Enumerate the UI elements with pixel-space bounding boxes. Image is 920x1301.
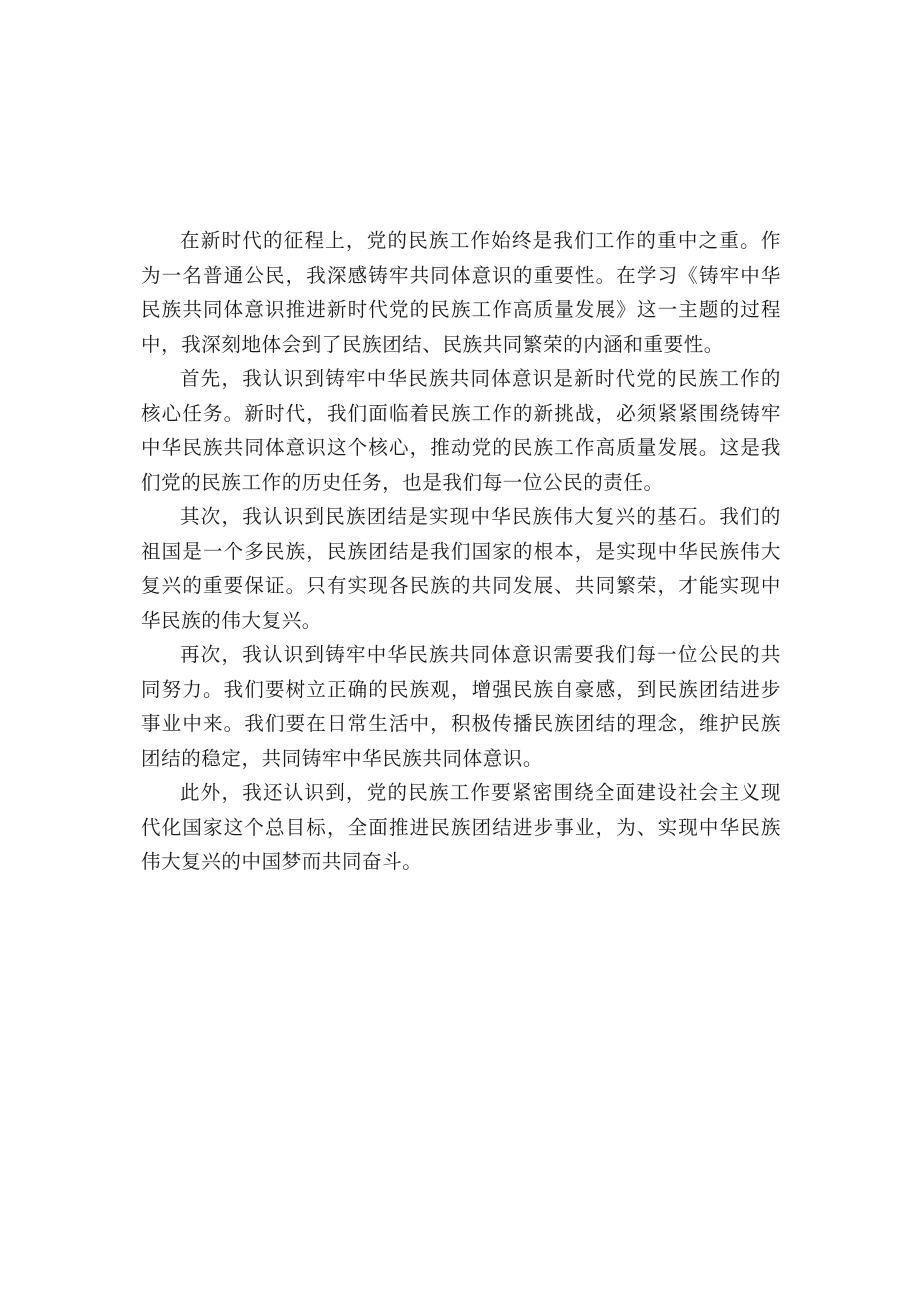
paragraph-2: 首先，我认识到铸牢中华民族共同体意识是新时代党的民族工作的核心任务。新时代，我们面临着民族工作的新挑战，必须紧紧围绕铸牢中华民族共同体意识这个核心，推动党的民族工作高质量发展。这是我们党的民族工作的历史任务，也是我们每一位公民的责任。 [141, 367, 781, 494]
document-body [141, 224, 781, 880]
paragraph-3: 其次，我认识到民族团结是实现中华民族伟大复兴的基石。我们的祖国是一个多民族，民族团结是我们国家的根本，是实现中华民族伟大复兴的重要保证。只有实现各民族的共同发展、共同繁荣，才能实现中华民族的伟大复兴。 [141, 505, 781, 632]
paragraph-4: 再次，我认识到铸牢中华民族共同体意识需要我们每一位公民的共同努力。我们要树立正确的民族观，增强民族自豪感，到民族团结进步事业中来。我们要在日常生活中，积极传播民族团结的理念，维护民族团结的稳定，共同铸牢中华民族共同体意识。 [141, 643, 781, 770]
paragraph-5: 此外，我还认识到，党的民族工作要紧密围绕全面建设社会主义现代化国家这个总目标，全面推进民族团结进步事业，为、实现中华民族伟大复兴的中国梦而共同奋斗。 [141, 781, 781, 873]
paragraph-1: 在新时代的征程上，党的民族工作始终是我们工作的重中之重。作为一名普通公民，我深感铸牢共同体意识的重要性。在学习《铸牢中华民族共同体意识推进新时代党的民族工作高质量发展》这一主题的过程中，我深刻地体会到了民族团结、民族共同繁荣的内涵和重要性。 [141, 229, 781, 356]
